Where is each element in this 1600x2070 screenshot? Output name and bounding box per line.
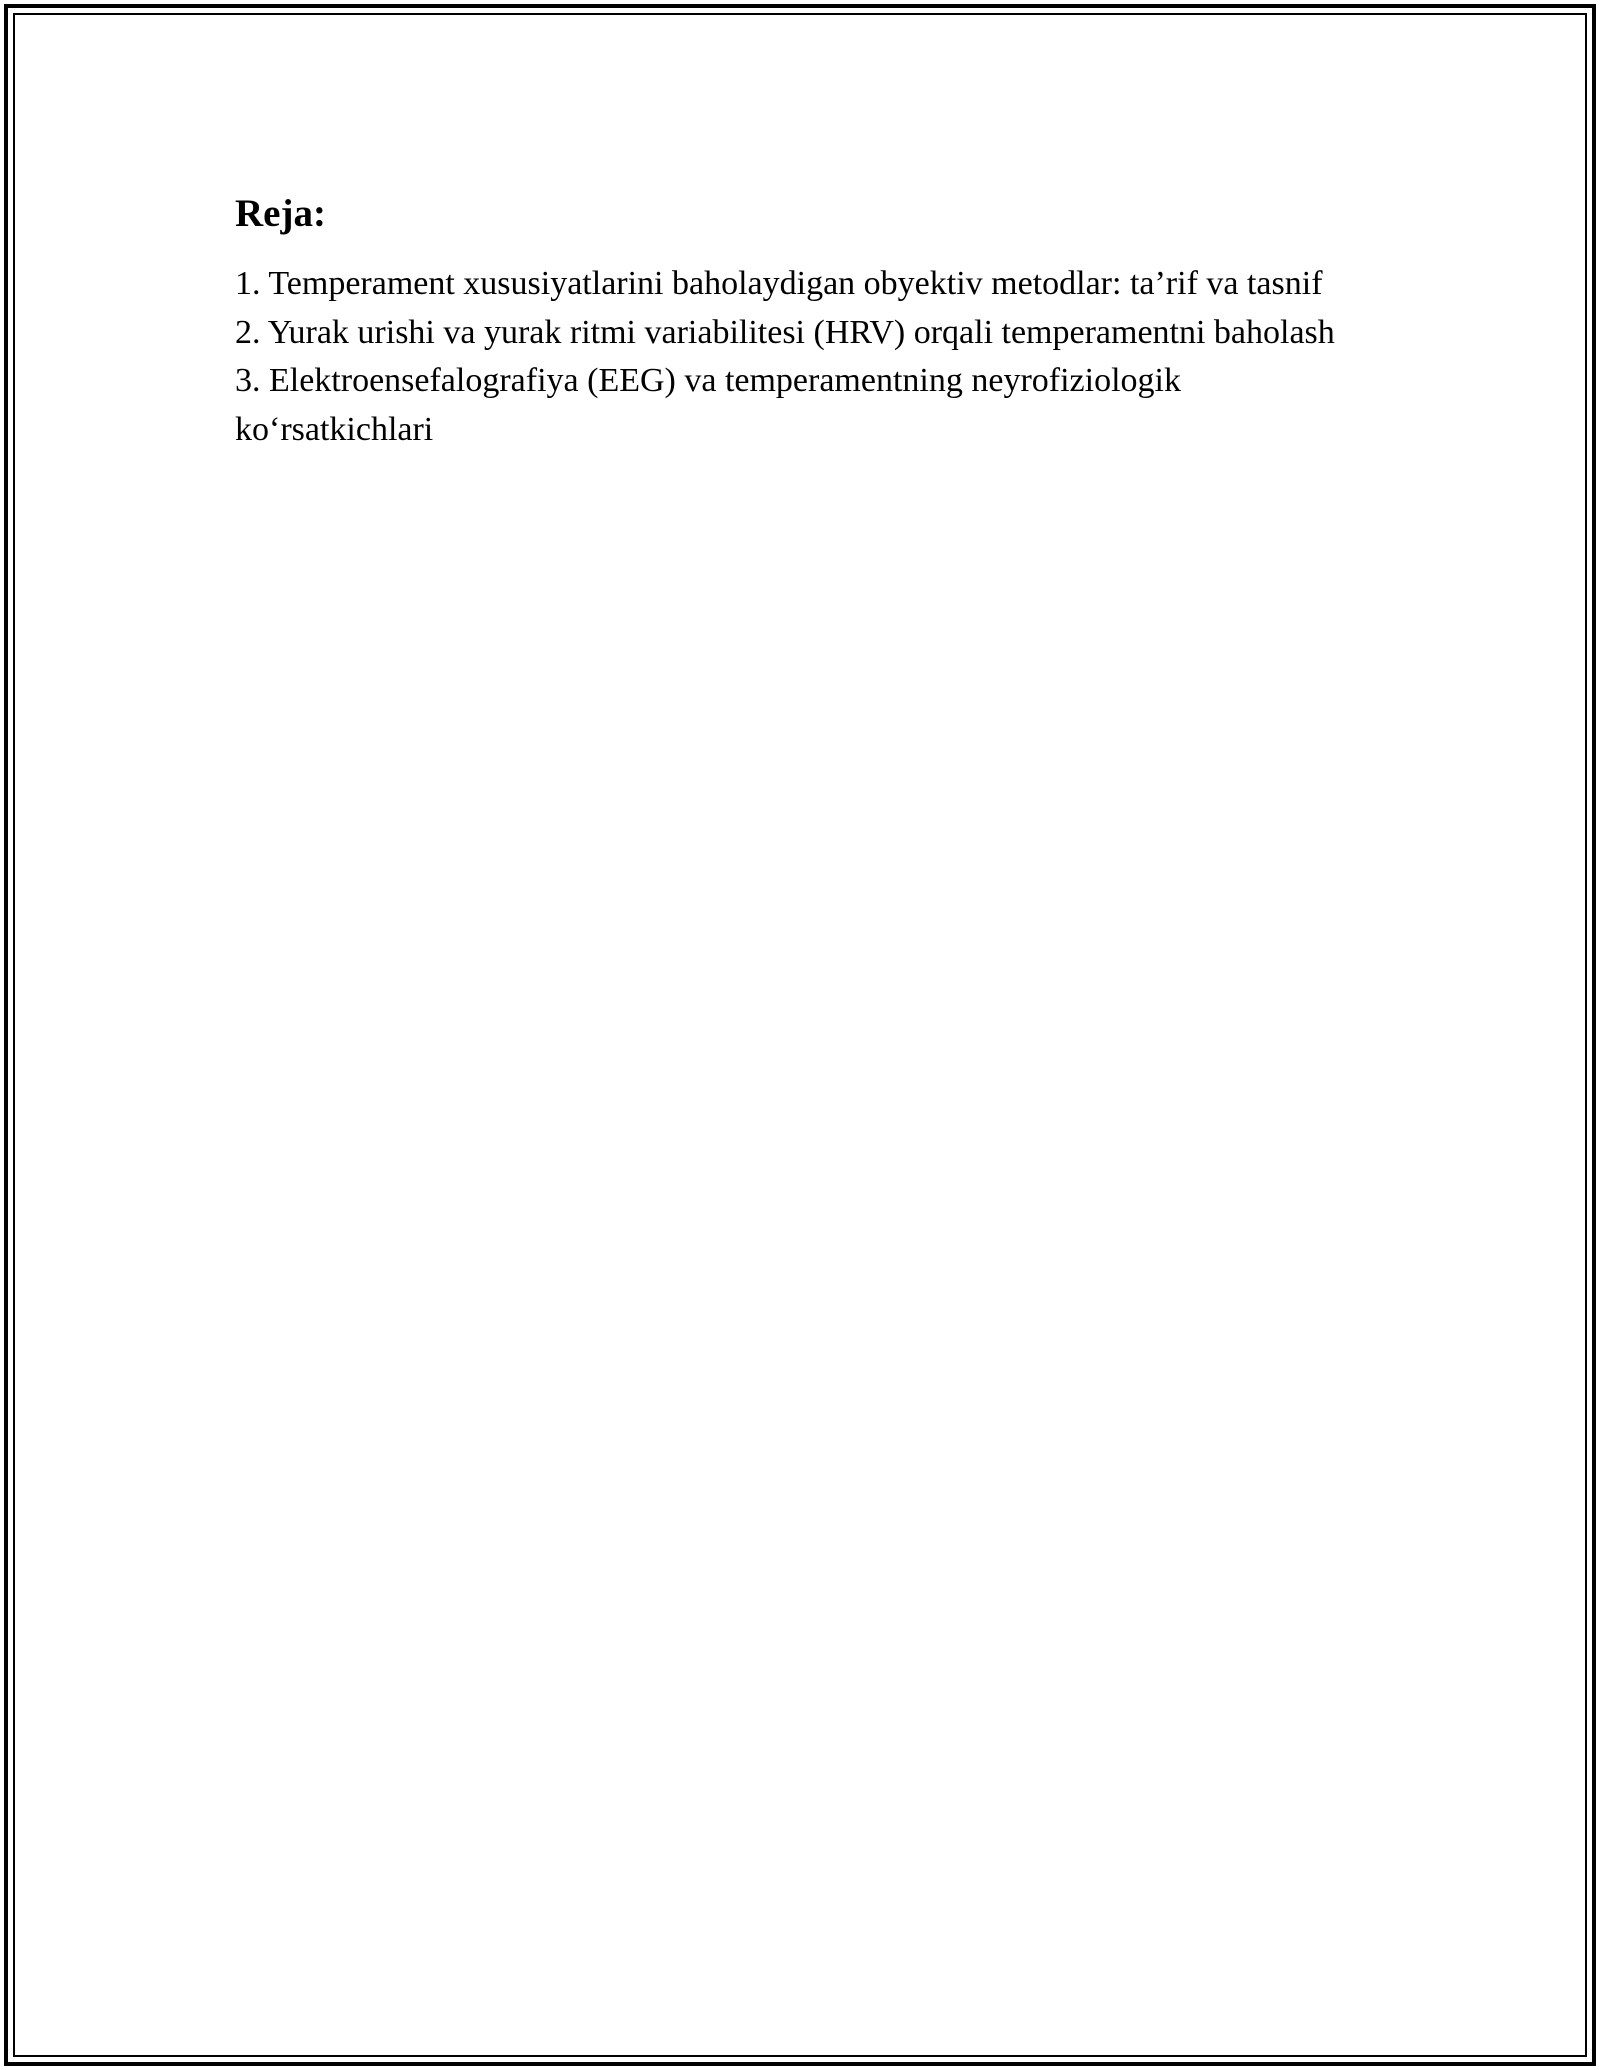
page-title: Reja: [235, 192, 326, 235]
plan-item-1: 1. Temperament xususiyatlarini baholaydigan obyektiv metodlar: ta’rif va tasnif [235, 265, 1323, 302]
plan-item-2: 2. Yurak urishi va yurak ritmi variabilitesi (HRV) orqali temperamentni baholash [235, 313, 1335, 351]
plan-item-3: 3. Elektroensefalografiya (EEG) va temperamentning neyrofiziologik ko‘rsatkichlari [235, 362, 1181, 448]
page-content [235, 184, 1355, 454]
plan-list [235, 260, 1355, 454]
